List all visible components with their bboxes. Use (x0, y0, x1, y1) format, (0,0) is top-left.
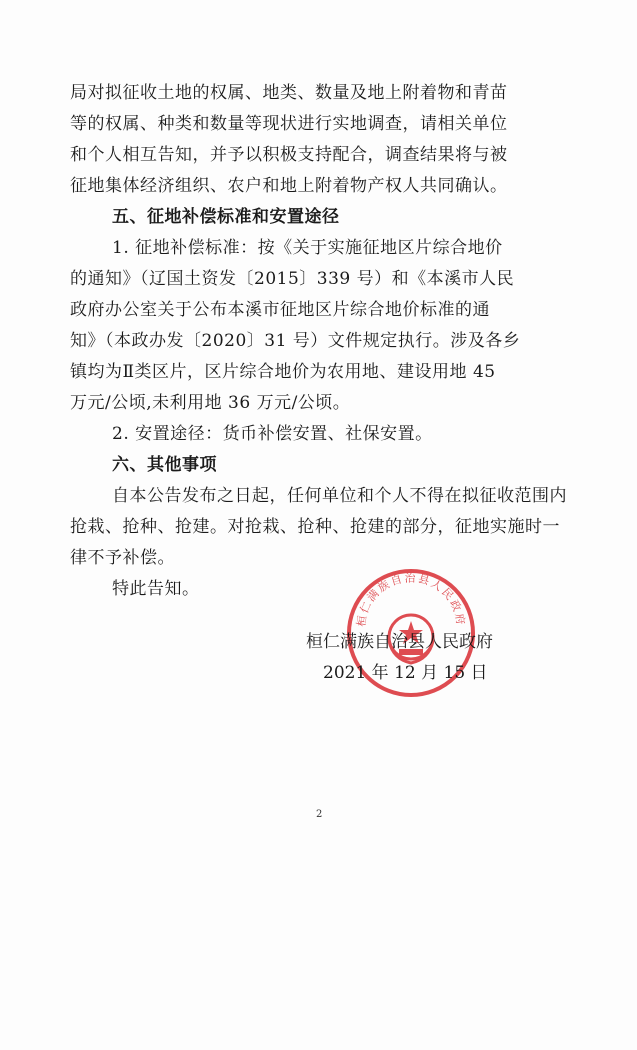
body-line: 政府办公室关于公布本溪市征地区片综合地价标准的通 (70, 300, 490, 320)
body-line: 2. 安置途径：货币补偿安置、社保安置。 (112, 424, 433, 444)
page-number: 2 (316, 809, 323, 820)
body-line: 的通知》（辽国土资发〔2015〕339 号）和《本溪市人民 (70, 269, 515, 289)
closing-line: 特此告知。 (112, 579, 200, 599)
section-heading-6: 六、其他事项 (112, 455, 217, 475)
seal-lettering: 桓仁满族自治县人民政府 (354, 571, 468, 628)
body-line: 知》（本政办发〔2020〕31 号）文件规定执行。涉及各乡 (70, 331, 521, 351)
body-line: 1. 征地补偿标准：按《关于实施征地区片综合地价 (112, 238, 503, 258)
body-line: 自本公告发布之日起，任何单位和个人不得在拟征收范围内 (112, 486, 567, 506)
body-line: 征地集体经济组织、农户和地上附着物产权人共同确认。 (70, 176, 508, 196)
section-heading-5: 五、征地补偿标准和安置途径 (112, 207, 340, 227)
body-line: 抢栽、抢种、抢建。对抢栽、抢种、抢建的部分，征地实施时一 (70, 517, 560, 537)
body-line: 万元/公顷,未利用地 36 万元/公顷。 (70, 393, 351, 413)
body-line: 律不予补偿。 (70, 548, 175, 568)
body-line: 镇均为Ⅱ类区片，区片综合地价为农用地、建设用地 45 (70, 362, 496, 382)
issuer-name: 桓仁满族自治县人民政府 (306, 632, 493, 652)
body-line: 局对拟征收土地的权属、地类、数量及地上附着物和青苗 (70, 83, 508, 103)
issue-date: 2021 年 12 月 15 日 (323, 663, 488, 683)
body-line: 和个人相互告知，并予以积极支持配合，调查结果将与被 (70, 145, 508, 165)
body-line: 等的权属、种类和数量等现状进行实地调查，请相关单位 (70, 114, 508, 134)
